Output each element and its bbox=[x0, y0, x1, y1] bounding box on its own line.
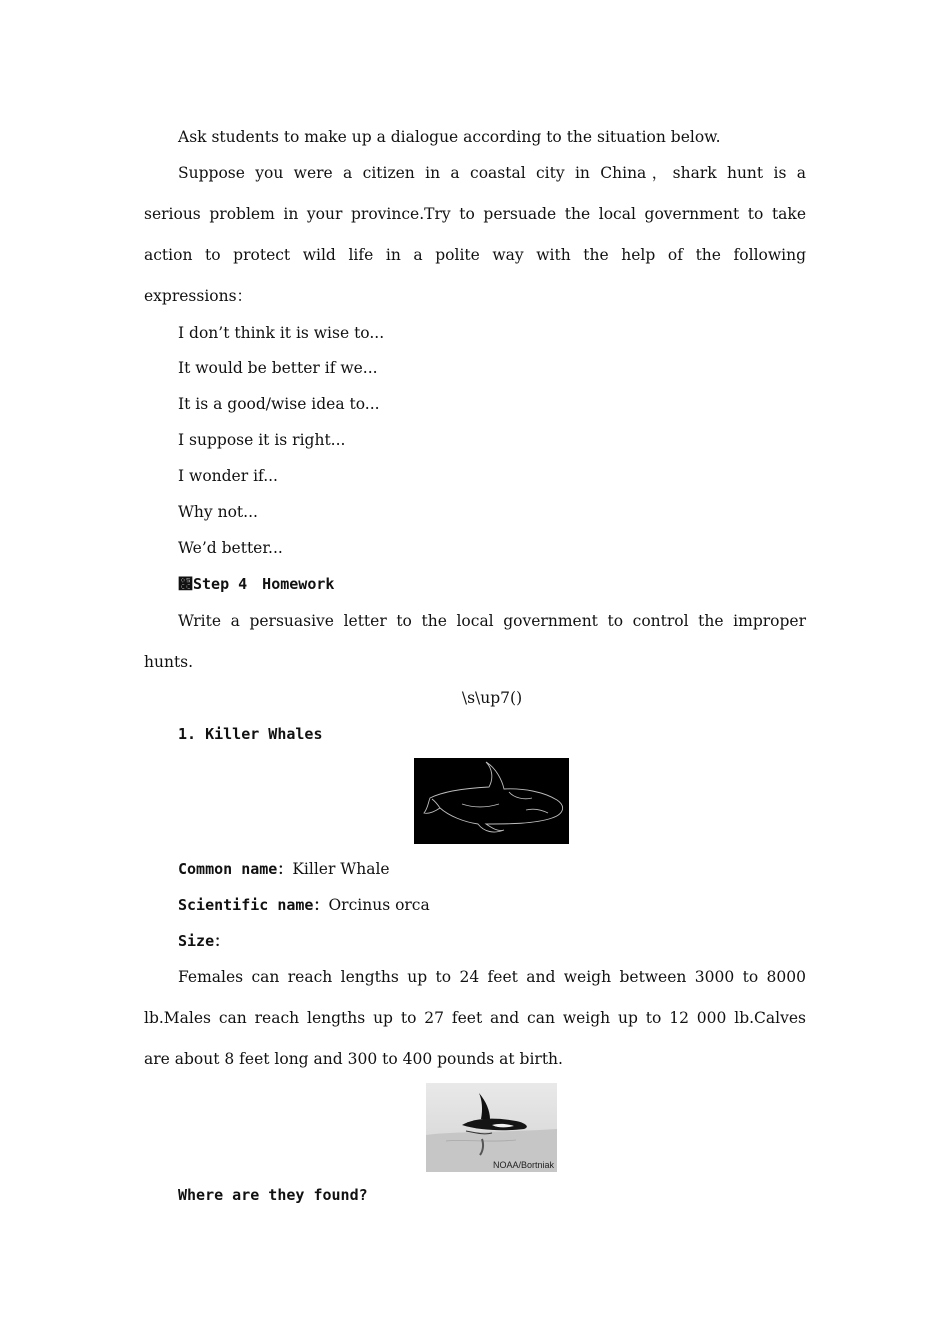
situation-line: Suppose you were a citizen in a coastal city in China，shark hunt is a bbox=[178, 164, 806, 182]
expression-item: Why not... bbox=[178, 503, 258, 521]
photo-credit: NOAA/Bortniak bbox=[492, 1160, 554, 1170]
orca-surfacing-drawing bbox=[426, 1083, 557, 1172]
common-name-value: Killer Whale bbox=[292, 860, 390, 878]
common-name-label: Common name： bbox=[178, 860, 293, 878]
expression-item: I wonder if... bbox=[178, 467, 278, 485]
expression-item: It would be better if we... bbox=[178, 359, 378, 377]
situation-line: serious problem in your province.Try to persuade the local government to take bbox=[144, 205, 806, 223]
field-code: \s\up7() bbox=[461, 689, 523, 707]
scientific-name-row bbox=[178, 895, 806, 915]
size-line: lb.Males can reach lengths up to 27 feet and can weigh up to 12 000 lb.Calves bbox=[144, 1009, 806, 1027]
step4-heading: ׌Step 4 Homework bbox=[178, 575, 335, 593]
section-heading: 1. Killer Whales bbox=[178, 725, 323, 743]
expression-item: I suppose it is right... bbox=[178, 431, 346, 449]
expression-item: We’d better... bbox=[178, 539, 283, 557]
common-name-row bbox=[178, 859, 806, 879]
size-line: are about 8 feet long and 300 to 400 pounds at birth. bbox=[144, 1050, 563, 1068]
size-line: Females can reach lengths up to 24 feet and weigh between 3000 to 8000 bbox=[178, 968, 806, 986]
expression-item: It is a good/wise idea to... bbox=[178, 395, 380, 413]
orca-photo bbox=[426, 1083, 557, 1172]
situation-line: expressions： bbox=[144, 287, 253, 305]
size-label: Size： bbox=[178, 932, 230, 950]
scientific-name-label: Scientific name： bbox=[178, 896, 329, 914]
killer-whale-outline-image bbox=[414, 758, 569, 844]
homework-line: Write a persuasive letter to the local government to control the improper bbox=[178, 612, 806, 630]
instruction-text: Ask students to make up a dialogue according to the situation below. bbox=[178, 128, 721, 146]
situation-line: action to protect wild life in a polite way with the help of the following bbox=[144, 246, 806, 264]
scientific-name-value: Orcinus orca bbox=[328, 896, 430, 914]
expression-item: I don’t think it is wise to... bbox=[178, 324, 385, 342]
where-found-heading: Where are they found? bbox=[178, 1186, 368, 1204]
homework-line: hunts. bbox=[144, 653, 194, 671]
whale-outline-drawing bbox=[414, 758, 569, 844]
